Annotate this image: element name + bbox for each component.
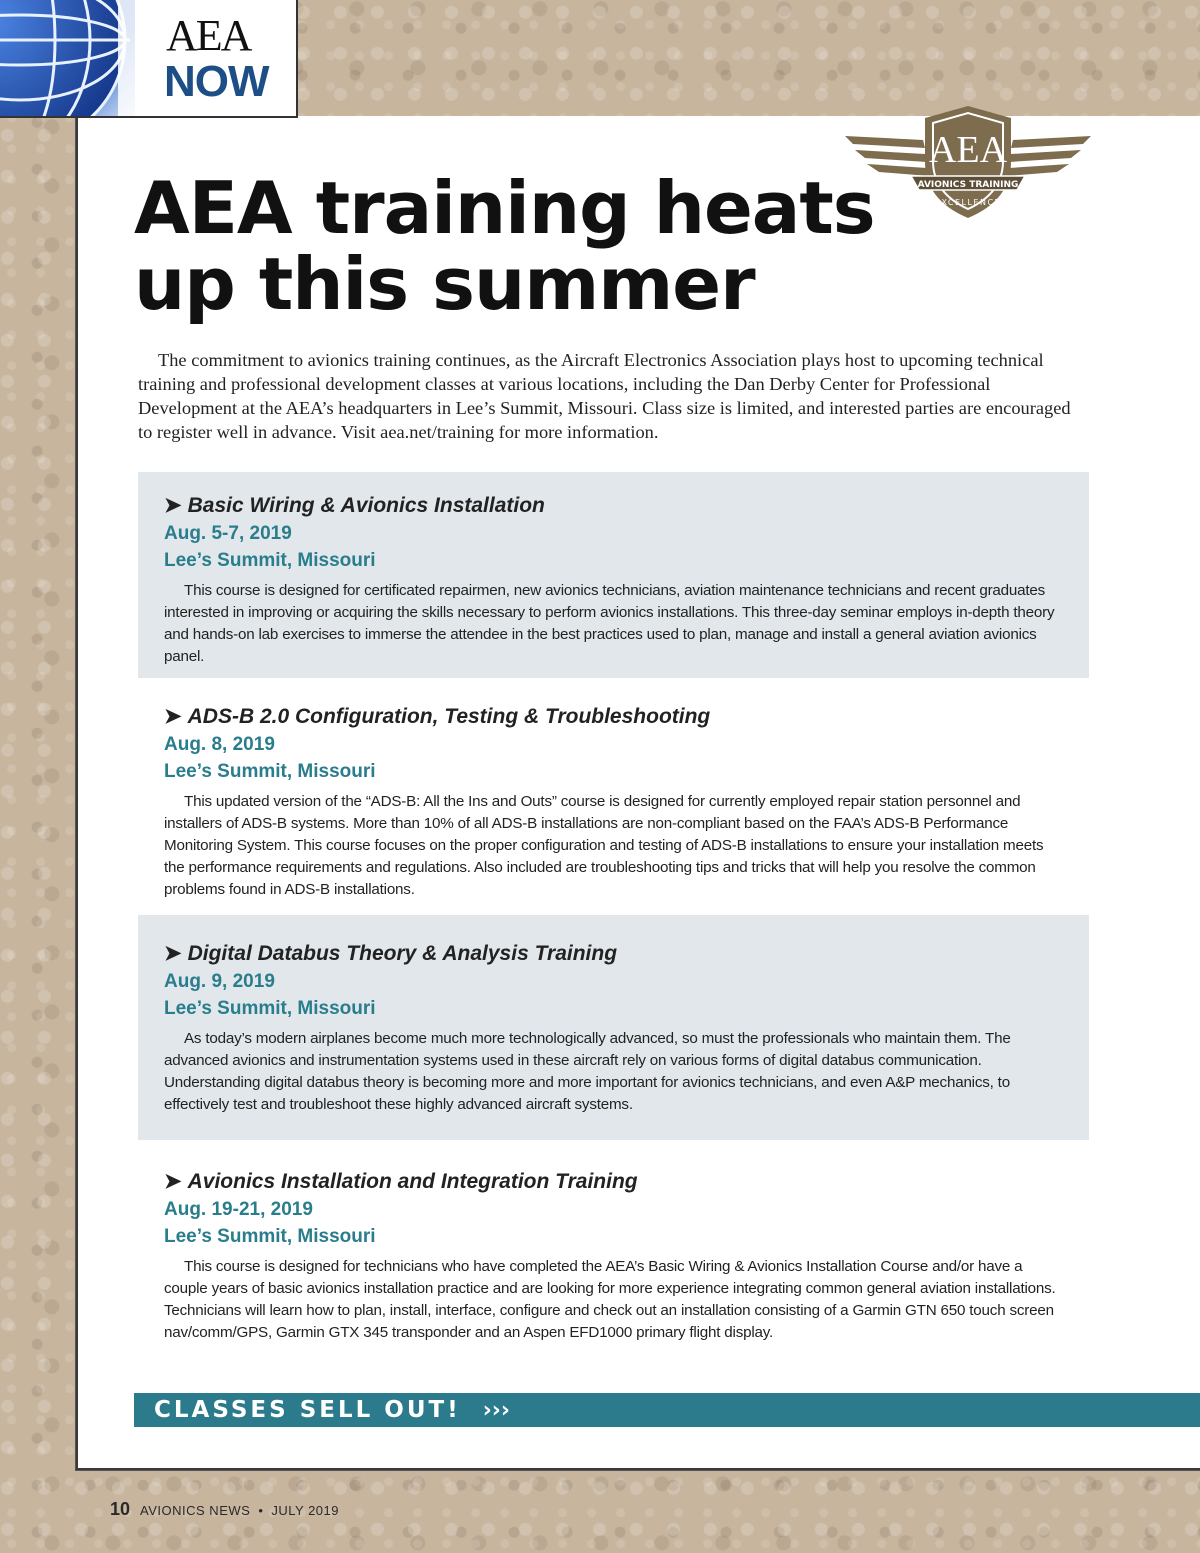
intro-paragraph: The commitment to avionics training continues, as the Aircraft Electronics Association plays host to upcoming technical training and professional development classes at various locations, including the Dan Derby Center for Professional Development at the AEA’s headquarters in Lee’s Summit, Missouri. Class size is limited, and interested parties are encouraged to register well in advance. Visit aea.net/training for more information. [138,350,1071,442]
course-location: Lee’s Summit, Missouri [164,1226,376,1247]
arrow-right-icon: ➤ [164,705,182,728]
course-title-text: Basic Wiring & Avionics Installation [187,494,545,517]
course-location: Lee’s Summit, Missouri [164,998,376,1019]
masthead-aea: AEA [166,11,251,60]
publication-name: AVIONICS NEWS [140,1503,251,1518]
course-description: This course is designed for technicians who have completed the AEA’s Basic Wiring & Avionics Installation Course and/or have a couple years of basic avionics installation practice and are looking for more experience integrating common general aviation installations. Technicians will learn how to plan, install, interface, configure and check out an installation consisting of a Garmin GTN 650 touch screen nav/comm/GPS, Garmin GTX 345 transponder and an Aspen EFD1000 primary flight display. [164,1258,1056,1341]
course-card-2 [138,703,1089,898]
course-description: As today’s modern airplanes become much more technologically advanced, so must the professionals who maintain them. The advanced avionics and instrumentation systems used in these aircraft rely on various forms of digital databus communication. Understanding digital databus theory is becoming more and more important for avionics technicians, and even A&P mechanics, to effectively test and troubleshoot these highly advanced aircraft systems. [164,1030,1011,1113]
course-location: Lee’s Summit, Missouri [164,761,376,782]
logo-ribbon: AVIONICS TRAINING [917,180,1019,190]
triple-chevron-icon: ››› [482,1398,510,1423]
course-title [164,1168,1063,1196]
course-description: This course is designed for certificated repairmen, new avionics technicians, aviation maintenance technicians and recent graduates interested in improving or acquiring the skills necessary to perform avionics installations. This three-day seminar employs in-depth theory and hands-on lab exercises to immerse the attendee in the best practices used to plan, manage and install a general aviation avionics panel. [164,582,1055,665]
logo-letters: AEA [928,129,1008,171]
arrow-right-icon: ➤ [164,942,182,965]
course-date: Aug. 9, 2019 [164,971,275,992]
course-card-4 [138,1168,1089,1358]
course-date: Aug. 8, 2019 [164,734,275,755]
course-location: Lee’s Summit, Missouri [164,550,376,571]
banner-text: CLASSES SELL OUT! [154,1397,461,1423]
masthead-now: NOW [164,57,269,106]
masthead [0,0,298,118]
globe-icon [0,0,135,116]
page-number: 10 [110,1499,131,1519]
course-title-text: Avionics Installation and Integration Training [187,1170,638,1193]
headline-line-2: up this summer [134,242,755,326]
course-description: This updated version of the “ADS-B: All the Ins and Outs” course is designed for currently employed repair station personnel and installers of ADS-B systems. More than 10% of all ADS-B installations are non-compliant based on the FAA’s ADS-B Performance Monitoring System. This course focuses on the proper configuration and testing of ADS-B installations to ensure your installation meets the performance requirements and regulations. Also included are troubleshooting tips and tricks that will help you resolve the common problems found in ADS-B installations. [164,793,1044,898]
arrow-right-icon: ➤ [164,494,182,517]
logo-arc: EXCELLENCE [934,198,1002,207]
course-date: Aug. 19-21, 2019 [164,1199,313,1220]
course-date: Aug. 5-7, 2019 [164,523,292,544]
course-title-text: Digital Databus Theory & Analysis Training [187,942,618,965]
page-footer [110,1497,339,1521]
footer-separator: • [258,1503,264,1518]
headline [134,166,894,326]
course-title [164,492,1063,520]
course-title [164,940,1063,968]
headline-line-1: AEA training heats [134,166,875,250]
course-card-3 [138,915,1089,1140]
course-card-1 [138,472,1089,678]
arrow-right-icon: ➤ [164,1170,182,1193]
issue-date: JULY 2019 [271,1503,339,1518]
classes-sell-out-banner [134,1393,1200,1427]
course-title-text: ADS-B 2.0 Configuration, Testing & Troubleshooting [187,705,711,728]
course-title [164,703,1063,731]
